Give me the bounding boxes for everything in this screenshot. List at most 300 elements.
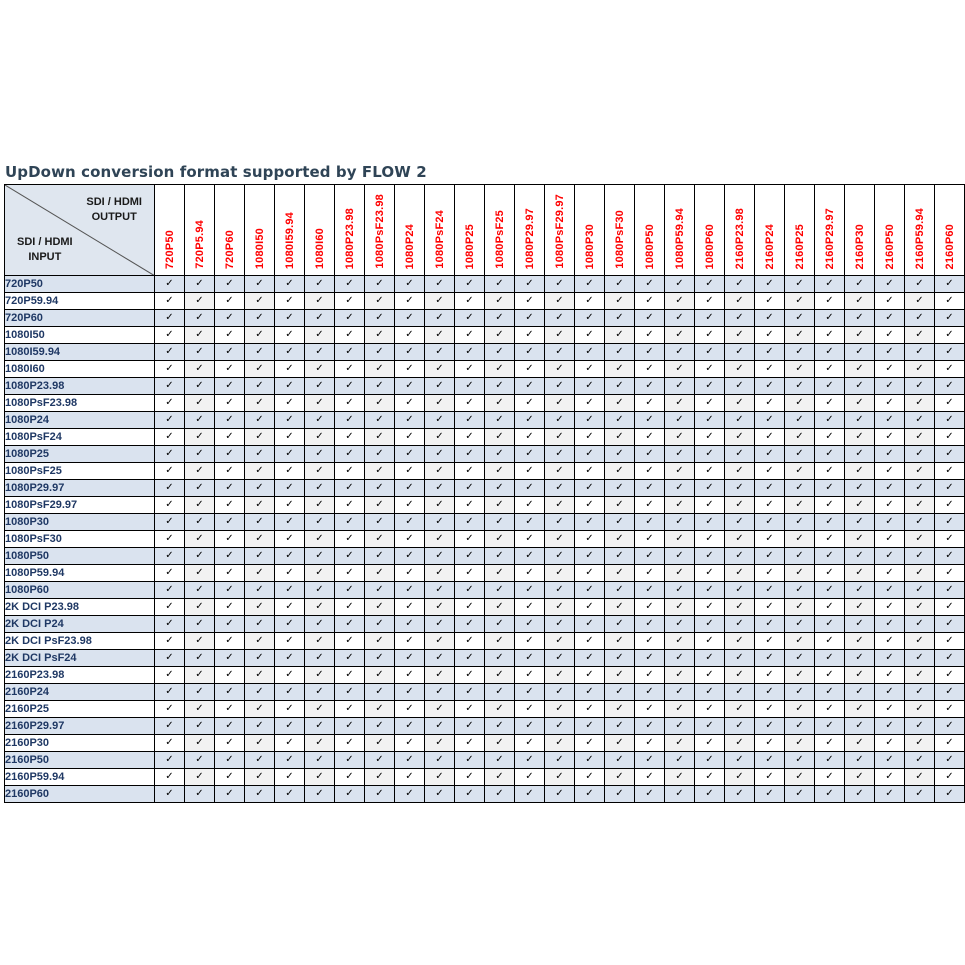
supported-check-icon: ✓ bbox=[755, 361, 785, 378]
supported-check-icon: ✓ bbox=[695, 633, 725, 650]
supported-check-icon: ✓ bbox=[425, 684, 455, 701]
supported-check-icon: ✓ bbox=[755, 582, 785, 599]
supported-check-icon: ✓ bbox=[485, 429, 515, 446]
supported-check-icon: ✓ bbox=[785, 293, 815, 310]
supported-check-icon: ✓ bbox=[425, 650, 455, 667]
supported-check-icon: ✓ bbox=[155, 497, 185, 514]
supported-check-icon: ✓ bbox=[785, 395, 815, 412]
supported-check-icon: ✓ bbox=[875, 701, 905, 718]
supported-check-icon: ✓ bbox=[725, 786, 755, 803]
supported-check-icon: ✓ bbox=[455, 310, 485, 327]
supported-check-icon: ✓ bbox=[905, 378, 935, 395]
supported-check-icon: ✓ bbox=[275, 650, 305, 667]
supported-check-icon: ✓ bbox=[425, 344, 455, 361]
supported-check-icon: ✓ bbox=[725, 463, 755, 480]
input-format-label: 2160P50 bbox=[5, 752, 155, 769]
supported-check-icon: ✓ bbox=[725, 752, 755, 769]
supported-check-icon: ✓ bbox=[695, 361, 725, 378]
supported-check-icon: ✓ bbox=[575, 769, 605, 786]
supported-check-icon: ✓ bbox=[515, 361, 545, 378]
supported-check-icon: ✓ bbox=[755, 633, 785, 650]
supported-check-icon: ✓ bbox=[185, 395, 215, 412]
supported-check-icon: ✓ bbox=[725, 616, 755, 633]
supported-check-icon: ✓ bbox=[785, 310, 815, 327]
supported-check-icon: ✓ bbox=[215, 599, 245, 616]
supported-check-icon: ✓ bbox=[155, 752, 185, 769]
supported-check-icon: ✓ bbox=[545, 327, 575, 344]
supported-check-icon: ✓ bbox=[875, 769, 905, 786]
supported-check-icon: ✓ bbox=[815, 548, 845, 565]
supported-check-icon: ✓ bbox=[485, 395, 515, 412]
supported-check-icon: ✓ bbox=[575, 650, 605, 667]
supported-check-icon: ✓ bbox=[485, 718, 515, 735]
supported-check-icon: ✓ bbox=[185, 701, 215, 718]
supported-check-icon: ✓ bbox=[905, 582, 935, 599]
supported-check-icon: ✓ bbox=[275, 446, 305, 463]
supported-check-icon: ✓ bbox=[485, 463, 515, 480]
supported-check-icon: ✓ bbox=[455, 633, 485, 650]
supported-check-icon: ✓ bbox=[935, 378, 965, 395]
input-format-label: 2160P23.98 bbox=[5, 667, 155, 684]
supported-check-icon: ✓ bbox=[215, 446, 245, 463]
output-format-label: 1080P60 bbox=[703, 223, 716, 269]
supported-check-icon: ✓ bbox=[665, 514, 695, 531]
supported-check-icon: ✓ bbox=[545, 276, 575, 293]
supported-check-icon: ✓ bbox=[935, 480, 965, 497]
supported-check-icon: ✓ bbox=[305, 735, 335, 752]
supported-check-icon: ✓ bbox=[575, 599, 605, 616]
conversion-matrix-table bbox=[4, 184, 965, 803]
supported-check-icon: ✓ bbox=[185, 735, 215, 752]
input-format-label: 1080I60 bbox=[5, 361, 155, 378]
supported-check-icon: ✓ bbox=[815, 769, 845, 786]
supported-check-icon: ✓ bbox=[545, 565, 575, 582]
supported-check-icon: ✓ bbox=[365, 514, 395, 531]
supported-check-icon: ✓ bbox=[215, 497, 245, 514]
supported-check-icon: ✓ bbox=[935, 718, 965, 735]
supported-check-icon: ✓ bbox=[785, 344, 815, 361]
table-row bbox=[5, 684, 965, 701]
supported-check-icon: ✓ bbox=[695, 395, 725, 412]
supported-check-icon: ✓ bbox=[275, 276, 305, 293]
supported-check-icon: ✓ bbox=[545, 480, 575, 497]
supported-check-icon: ✓ bbox=[725, 293, 755, 310]
supported-check-icon: ✓ bbox=[815, 633, 845, 650]
supported-check-icon: ✓ bbox=[365, 633, 395, 650]
table-row bbox=[5, 514, 965, 531]
supported-check-icon: ✓ bbox=[155, 327, 185, 344]
supported-check-icon: ✓ bbox=[245, 344, 275, 361]
supported-check-icon: ✓ bbox=[695, 446, 725, 463]
supported-check-icon: ✓ bbox=[935, 599, 965, 616]
supported-check-icon: ✓ bbox=[305, 378, 335, 395]
supported-check-icon: ✓ bbox=[455, 344, 485, 361]
supported-check-icon: ✓ bbox=[575, 735, 605, 752]
supported-check-icon: ✓ bbox=[155, 565, 185, 582]
output-column-header bbox=[815, 185, 845, 276]
supported-check-icon: ✓ bbox=[545, 310, 575, 327]
supported-check-icon: ✓ bbox=[395, 701, 425, 718]
supported-check-icon: ✓ bbox=[605, 616, 635, 633]
supported-check-icon: ✓ bbox=[605, 463, 635, 480]
supported-check-icon: ✓ bbox=[245, 480, 275, 497]
supported-check-icon: ✓ bbox=[695, 276, 725, 293]
supported-check-icon: ✓ bbox=[665, 786, 695, 803]
supported-check-icon: ✓ bbox=[155, 718, 185, 735]
supported-check-icon: ✓ bbox=[785, 599, 815, 616]
supported-check-icon: ✓ bbox=[245, 497, 275, 514]
supported-check-icon: ✓ bbox=[635, 633, 665, 650]
supported-check-icon: ✓ bbox=[875, 667, 905, 684]
supported-check-icon: ✓ bbox=[935, 361, 965, 378]
supported-check-icon: ✓ bbox=[485, 361, 515, 378]
supported-check-icon: ✓ bbox=[935, 276, 965, 293]
supported-check-icon: ✓ bbox=[215, 310, 245, 327]
supported-check-icon: ✓ bbox=[335, 582, 365, 599]
supported-check-icon: ✓ bbox=[305, 667, 335, 684]
supported-check-icon: ✓ bbox=[485, 616, 515, 633]
output-column-header bbox=[695, 185, 725, 276]
output-format-label: 2160P59.94 bbox=[913, 207, 926, 269]
supported-check-icon: ✓ bbox=[185, 752, 215, 769]
supported-check-icon: ✓ bbox=[485, 565, 515, 582]
supported-check-icon: ✓ bbox=[245, 701, 275, 718]
supported-check-icon: ✓ bbox=[305, 531, 335, 548]
supported-check-icon: ✓ bbox=[305, 429, 335, 446]
supported-check-icon: ✓ bbox=[755, 565, 785, 582]
supported-check-icon: ✓ bbox=[155, 633, 185, 650]
supported-check-icon: ✓ bbox=[905, 616, 935, 633]
supported-check-icon: ✓ bbox=[305, 361, 335, 378]
supported-check-icon: ✓ bbox=[365, 599, 395, 616]
supported-check-icon: ✓ bbox=[845, 327, 875, 344]
supported-check-icon: ✓ bbox=[215, 480, 245, 497]
supported-check-icon: ✓ bbox=[215, 650, 245, 667]
supported-check-icon: ✓ bbox=[425, 276, 455, 293]
supported-check-icon: ✓ bbox=[845, 293, 875, 310]
supported-check-icon: ✓ bbox=[365, 497, 395, 514]
supported-check-icon: ✓ bbox=[905, 531, 935, 548]
supported-check-icon: ✓ bbox=[815, 582, 845, 599]
supported-check-icon: ✓ bbox=[905, 497, 935, 514]
supported-check-icon: ✓ bbox=[905, 276, 935, 293]
supported-check-icon: ✓ bbox=[905, 463, 935, 480]
supported-check-icon: ✓ bbox=[605, 701, 635, 718]
supported-check-icon: ✓ bbox=[905, 327, 935, 344]
supported-check-icon: ✓ bbox=[245, 582, 275, 599]
supported-check-icon: ✓ bbox=[335, 786, 365, 803]
supported-check-icon: ✓ bbox=[665, 633, 695, 650]
supported-check-icon: ✓ bbox=[845, 565, 875, 582]
supported-check-icon: ✓ bbox=[215, 395, 245, 412]
supported-check-icon: ✓ bbox=[275, 395, 305, 412]
supported-check-icon: ✓ bbox=[695, 327, 725, 344]
supported-check-icon: ✓ bbox=[845, 684, 875, 701]
supported-check-icon: ✓ bbox=[905, 565, 935, 582]
supported-check-icon: ✓ bbox=[305, 446, 335, 463]
supported-check-icon: ✓ bbox=[425, 786, 455, 803]
supported-check-icon: ✓ bbox=[155, 786, 185, 803]
supported-check-icon: ✓ bbox=[815, 395, 845, 412]
supported-check-icon: ✓ bbox=[335, 633, 365, 650]
supported-check-icon: ✓ bbox=[395, 735, 425, 752]
supported-check-icon: ✓ bbox=[785, 786, 815, 803]
supported-check-icon: ✓ bbox=[725, 378, 755, 395]
supported-check-icon: ✓ bbox=[515, 718, 545, 735]
supported-check-icon: ✓ bbox=[395, 446, 425, 463]
supported-check-icon: ✓ bbox=[755, 276, 785, 293]
supported-check-icon: ✓ bbox=[815, 429, 845, 446]
supported-check-icon: ✓ bbox=[185, 633, 215, 650]
supported-check-icon: ✓ bbox=[725, 276, 755, 293]
supported-check-icon: ✓ bbox=[185, 361, 215, 378]
supported-check-icon: ✓ bbox=[875, 718, 905, 735]
supported-check-icon: ✓ bbox=[665, 429, 695, 446]
output-column-header bbox=[875, 185, 905, 276]
supported-check-icon: ✓ bbox=[755, 344, 785, 361]
corner-header-cell bbox=[5, 185, 155, 276]
supported-check-icon: ✓ bbox=[875, 599, 905, 616]
supported-check-icon: ✓ bbox=[305, 293, 335, 310]
supported-check-icon: ✓ bbox=[785, 276, 815, 293]
supported-check-icon: ✓ bbox=[635, 701, 665, 718]
supported-check-icon: ✓ bbox=[575, 752, 605, 769]
supported-check-icon: ✓ bbox=[215, 616, 245, 633]
supported-check-icon: ✓ bbox=[545, 769, 575, 786]
supported-check-icon: ✓ bbox=[395, 667, 425, 684]
supported-check-icon: ✓ bbox=[515, 616, 545, 633]
supported-check-icon: ✓ bbox=[245, 327, 275, 344]
supported-check-icon: ✓ bbox=[305, 327, 335, 344]
input-format-label: 2160P30 bbox=[5, 735, 155, 752]
supported-check-icon: ✓ bbox=[575, 412, 605, 429]
supported-check-icon: ✓ bbox=[305, 514, 335, 531]
supported-check-icon: ✓ bbox=[395, 616, 425, 633]
supported-check-icon: ✓ bbox=[665, 582, 695, 599]
supported-check-icon: ✓ bbox=[695, 480, 725, 497]
supported-check-icon: ✓ bbox=[275, 412, 305, 429]
supported-check-icon: ✓ bbox=[485, 752, 515, 769]
supported-check-icon: ✓ bbox=[155, 310, 185, 327]
supported-check-icon: ✓ bbox=[275, 293, 305, 310]
supported-check-icon: ✓ bbox=[515, 769, 545, 786]
supported-check-icon: ✓ bbox=[335, 599, 365, 616]
supported-check-icon: ✓ bbox=[575, 327, 605, 344]
supported-check-icon: ✓ bbox=[605, 752, 635, 769]
supported-check-icon: ✓ bbox=[785, 429, 815, 446]
supported-check-icon: ✓ bbox=[785, 582, 815, 599]
supported-check-icon: ✓ bbox=[635, 514, 665, 531]
supported-check-icon: ✓ bbox=[455, 769, 485, 786]
supported-check-icon: ✓ bbox=[545, 616, 575, 633]
supported-check-icon: ✓ bbox=[365, 582, 395, 599]
supported-check-icon: ✓ bbox=[785, 650, 815, 667]
supported-check-icon: ✓ bbox=[755, 735, 785, 752]
supported-check-icon: ✓ bbox=[785, 463, 815, 480]
supported-check-icon: ✓ bbox=[455, 718, 485, 735]
supported-check-icon: ✓ bbox=[725, 701, 755, 718]
supported-check-icon: ✓ bbox=[545, 582, 575, 599]
supported-check-icon: ✓ bbox=[155, 548, 185, 565]
supported-check-icon: ✓ bbox=[725, 769, 755, 786]
supported-check-icon: ✓ bbox=[815, 735, 845, 752]
supported-check-icon: ✓ bbox=[395, 599, 425, 616]
supported-check-icon: ✓ bbox=[845, 480, 875, 497]
input-format-label: 2160P24 bbox=[5, 684, 155, 701]
supported-check-icon: ✓ bbox=[185, 514, 215, 531]
supported-check-icon: ✓ bbox=[275, 361, 305, 378]
supported-check-icon: ✓ bbox=[395, 361, 425, 378]
supported-check-icon: ✓ bbox=[335, 735, 365, 752]
table-row bbox=[5, 378, 965, 395]
supported-check-icon: ✓ bbox=[755, 548, 785, 565]
supported-check-icon: ✓ bbox=[665, 276, 695, 293]
supported-check-icon: ✓ bbox=[605, 650, 635, 667]
supported-check-icon: ✓ bbox=[305, 310, 335, 327]
supported-check-icon: ✓ bbox=[935, 412, 965, 429]
supported-check-icon: ✓ bbox=[245, 310, 275, 327]
supported-check-icon: ✓ bbox=[935, 667, 965, 684]
header-row bbox=[5, 185, 965, 276]
table-row bbox=[5, 531, 965, 548]
supported-check-icon: ✓ bbox=[545, 514, 575, 531]
output-column-header bbox=[725, 185, 755, 276]
supported-check-icon: ✓ bbox=[485, 497, 515, 514]
supported-check-icon: ✓ bbox=[905, 514, 935, 531]
supported-check-icon: ✓ bbox=[635, 599, 665, 616]
supported-check-icon: ✓ bbox=[815, 684, 845, 701]
supported-check-icon: ✓ bbox=[155, 378, 185, 395]
output-format-label: 1080P24 bbox=[403, 223, 416, 269]
output-format-label: 1080PsF30 bbox=[613, 210, 626, 269]
supported-check-icon: ✓ bbox=[305, 412, 335, 429]
supported-check-icon: ✓ bbox=[275, 548, 305, 565]
output-format-label: 1080PsF24 bbox=[433, 210, 446, 269]
supported-check-icon: ✓ bbox=[515, 667, 545, 684]
supported-check-icon: ✓ bbox=[185, 412, 215, 429]
supported-check-icon: ✓ bbox=[215, 735, 245, 752]
supported-check-icon: ✓ bbox=[485, 378, 515, 395]
supported-check-icon: ✓ bbox=[695, 531, 725, 548]
supported-check-icon: ✓ bbox=[425, 599, 455, 616]
supported-check-icon: ✓ bbox=[665, 565, 695, 582]
supported-check-icon: ✓ bbox=[365, 718, 395, 735]
table-row bbox=[5, 616, 965, 633]
supported-check-icon: ✓ bbox=[275, 344, 305, 361]
output-column-header bbox=[155, 185, 185, 276]
supported-check-icon: ✓ bbox=[905, 684, 935, 701]
supported-check-icon: ✓ bbox=[665, 327, 695, 344]
supported-check-icon: ✓ bbox=[455, 412, 485, 429]
supported-check-icon: ✓ bbox=[425, 718, 455, 735]
output-column-header bbox=[905, 185, 935, 276]
supported-check-icon: ✓ bbox=[215, 752, 245, 769]
supported-check-icon: ✓ bbox=[725, 633, 755, 650]
supported-check-icon: ✓ bbox=[395, 395, 425, 412]
supported-check-icon: ✓ bbox=[245, 361, 275, 378]
supported-check-icon: ✓ bbox=[695, 293, 725, 310]
supported-check-icon: ✓ bbox=[365, 429, 395, 446]
output-format-label: 2160P25 bbox=[793, 223, 806, 269]
supported-check-icon: ✓ bbox=[455, 531, 485, 548]
supported-check-icon: ✓ bbox=[785, 718, 815, 735]
supported-check-icon: ✓ bbox=[365, 480, 395, 497]
supported-check-icon: ✓ bbox=[395, 514, 425, 531]
supported-check-icon: ✓ bbox=[905, 361, 935, 378]
supported-check-icon: ✓ bbox=[455, 684, 485, 701]
supported-check-icon: ✓ bbox=[875, 446, 905, 463]
supported-check-icon: ✓ bbox=[905, 752, 935, 769]
supported-check-icon: ✓ bbox=[785, 531, 815, 548]
supported-check-icon: ✓ bbox=[245, 446, 275, 463]
output-column-header bbox=[785, 185, 815, 276]
supported-check-icon: ✓ bbox=[845, 667, 875, 684]
supported-check-icon: ✓ bbox=[905, 701, 935, 718]
table-row bbox=[5, 276, 965, 293]
supported-check-icon: ✓ bbox=[395, 769, 425, 786]
input-format-label: 2K DCI P23.98 bbox=[5, 599, 155, 616]
supported-check-icon: ✓ bbox=[605, 667, 635, 684]
supported-check-icon: ✓ bbox=[935, 429, 965, 446]
supported-check-icon: ✓ bbox=[725, 667, 755, 684]
output-axis-label-line2: OUTPUT bbox=[91, 211, 137, 223]
output-format-label: 1080P25 bbox=[463, 223, 476, 269]
supported-check-icon: ✓ bbox=[365, 276, 395, 293]
supported-check-icon: ✓ bbox=[575, 446, 605, 463]
supported-check-icon: ✓ bbox=[755, 650, 785, 667]
supported-check-icon: ✓ bbox=[815, 650, 845, 667]
supported-check-icon: ✓ bbox=[185, 599, 215, 616]
supported-check-icon: ✓ bbox=[755, 446, 785, 463]
supported-check-icon: ✓ bbox=[545, 633, 575, 650]
supported-check-icon: ✓ bbox=[305, 395, 335, 412]
supported-check-icon: ✓ bbox=[185, 616, 215, 633]
supported-check-icon: ✓ bbox=[545, 718, 575, 735]
supported-check-icon: ✓ bbox=[725, 429, 755, 446]
supported-check-icon: ✓ bbox=[485, 701, 515, 718]
supported-check-icon: ✓ bbox=[365, 378, 395, 395]
supported-check-icon: ✓ bbox=[815, 310, 845, 327]
supported-check-icon: ✓ bbox=[425, 548, 455, 565]
supported-check-icon: ✓ bbox=[695, 684, 725, 701]
supported-check-icon: ✓ bbox=[905, 786, 935, 803]
output-column-header bbox=[755, 185, 785, 276]
supported-check-icon: ✓ bbox=[215, 684, 245, 701]
supported-check-icon: ✓ bbox=[485, 344, 515, 361]
supported-check-icon: ✓ bbox=[695, 718, 725, 735]
supported-check-icon: ✓ bbox=[635, 361, 665, 378]
supported-check-icon: ✓ bbox=[215, 429, 245, 446]
supported-check-icon: ✓ bbox=[245, 616, 275, 633]
supported-check-icon: ✓ bbox=[245, 667, 275, 684]
supported-check-icon: ✓ bbox=[155, 361, 185, 378]
output-format-label: 1080P29.97 bbox=[523, 207, 536, 269]
supported-check-icon: ✓ bbox=[155, 463, 185, 480]
table-row bbox=[5, 599, 965, 616]
output-column-header bbox=[545, 185, 575, 276]
supported-check-icon: ✓ bbox=[665, 293, 695, 310]
supported-check-icon: ✓ bbox=[395, 531, 425, 548]
supported-check-icon: ✓ bbox=[665, 548, 695, 565]
supported-check-icon: ✓ bbox=[725, 412, 755, 429]
supported-check-icon: ✓ bbox=[935, 735, 965, 752]
supported-check-icon: ✓ bbox=[365, 344, 395, 361]
supported-check-icon: ✓ bbox=[755, 463, 785, 480]
supported-check-icon: ✓ bbox=[575, 463, 605, 480]
supported-check-icon: ✓ bbox=[815, 378, 845, 395]
supported-check-icon: ✓ bbox=[455, 378, 485, 395]
output-format-label: 2160P50 bbox=[883, 223, 896, 269]
